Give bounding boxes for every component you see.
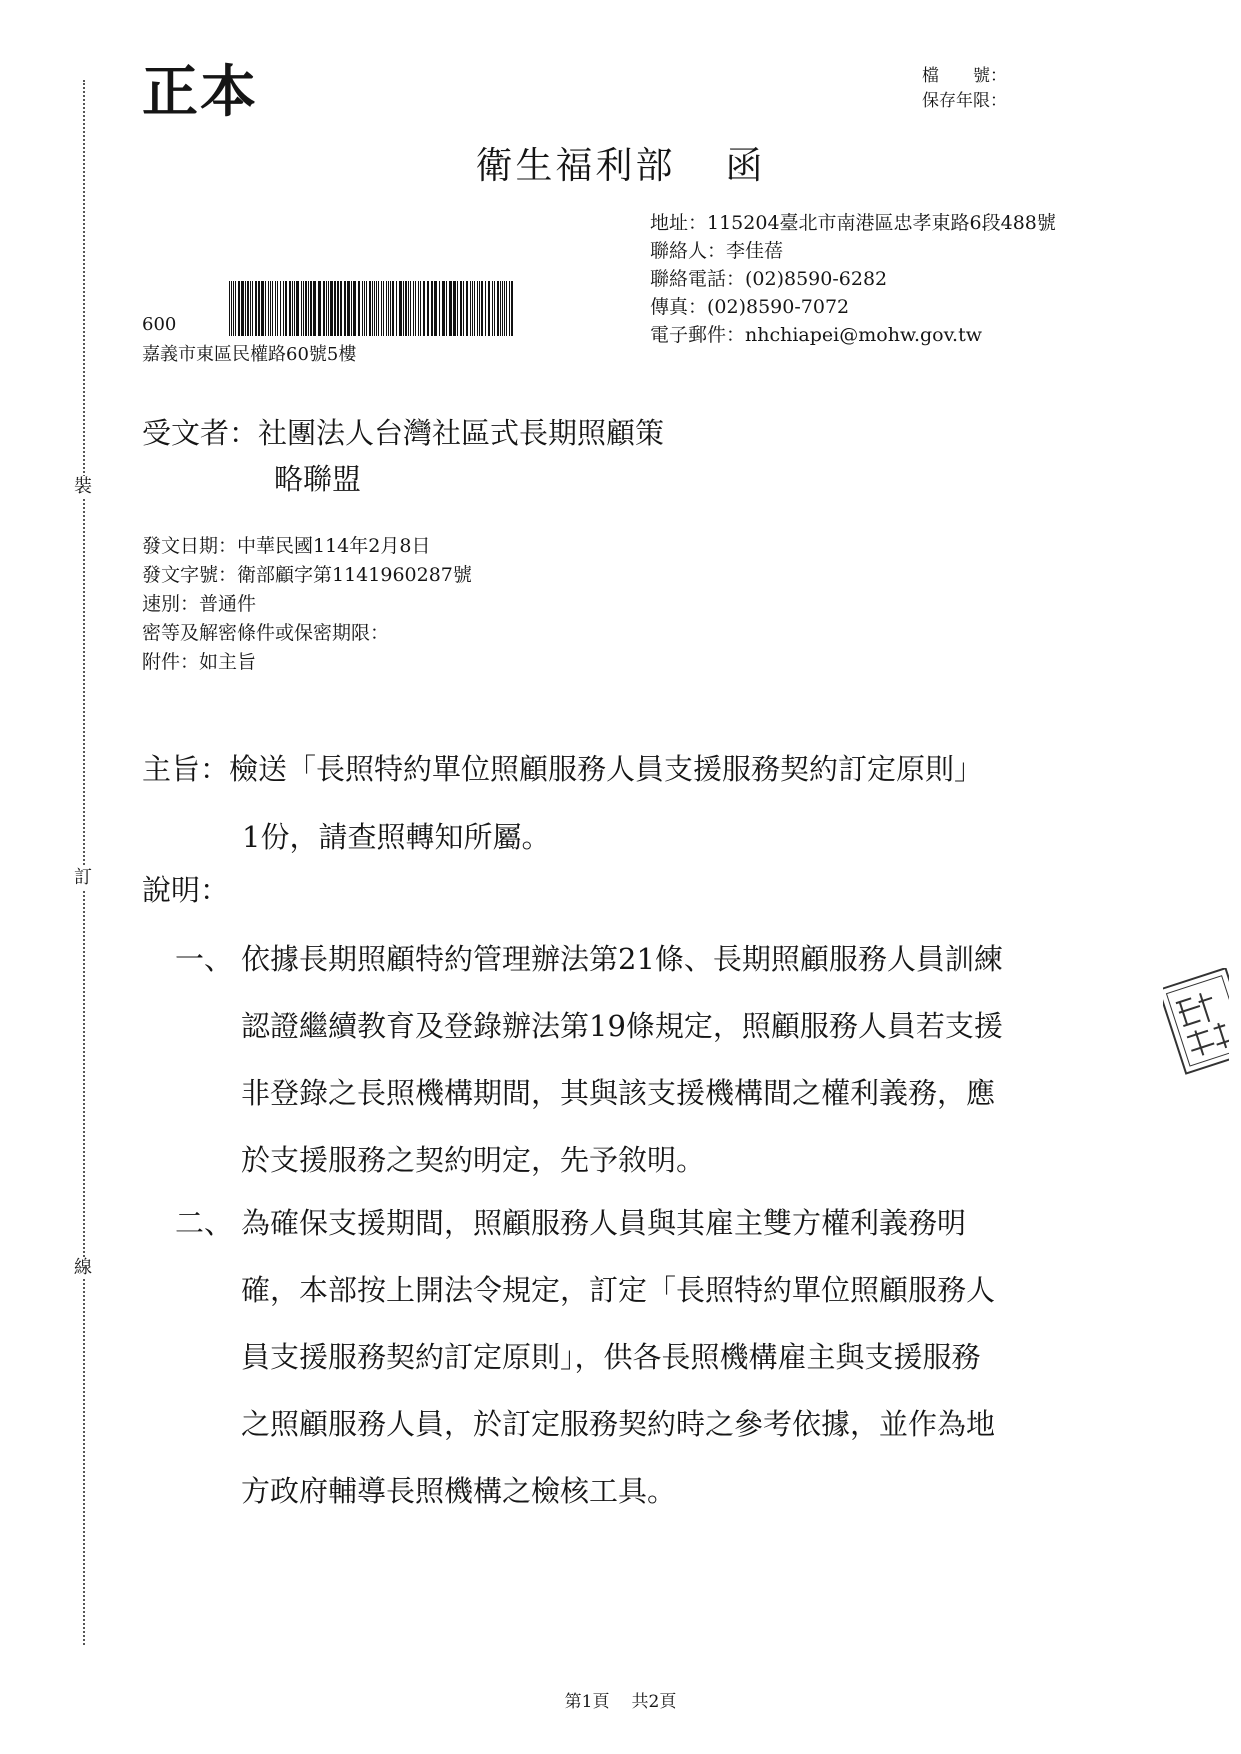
item-line: 確，本部按上開法令規定，訂定「長照特約單位照顧服務人 — [241, 1273, 996, 1307]
document-meta — [142, 532, 472, 677]
subject — [142, 735, 983, 871]
item-line: 為確保支援期間，照顧服務人員與其雇主雙方權利義務明 — [241, 1206, 967, 1240]
page-total: 共2頁 — [631, 1692, 677, 1712]
attachment-info: 附件：如主旨 — [142, 651, 257, 673]
item-line: 非登錄之長照機構期間，其與該支援機構間之權利義務，應 — [241, 1076, 996, 1110]
contact-email: 電子郵件：nhchiapei@mohw.gov.tw — [650, 324, 982, 346]
item-text — [241, 1190, 1111, 1525]
binding-char-bottom: 線 — [74, 1257, 92, 1278]
item-line: 依據長期照顧特約管理辦法第21條、長期照顧服務人員訓練 — [241, 942, 1003, 976]
document-title — [0, 143, 1241, 189]
page-number: 第1頁 — [564, 1692, 610, 1712]
item-line: 之照顧服務人員，於訂定服務契約時之參考依據，並作為地 — [241, 1407, 996, 1441]
item-line: 於支援服務之契約明定，先予敘明。 — [241, 1143, 706, 1177]
agency-name: 衛生福利部 — [475, 144, 676, 187]
description-item-2 — [175, 1190, 1111, 1525]
recipient-line-1: 受文者：社團法人台灣社區式長期照顧策 — [142, 416, 665, 450]
item-line: 認證繼續教育及登錄辦法第19條規定，照顧服務人員若支援 — [241, 1009, 1003, 1043]
barcode — [229, 281, 515, 336]
subject-line-1: 主旨：檢送「長照特約單位照顧服務人員支援服務契約訂定原則」 — [142, 752, 984, 786]
page-indicator — [0, 1691, 1241, 1713]
item-number: 二、 — [175, 1206, 234, 1240]
recipient-line-2: 略聯盟 — [274, 462, 362, 496]
mailing-zip: 600 — [142, 314, 177, 335]
item-text — [241, 926, 1111, 1194]
issue-number: 發文字號：衛部顧字第1141960287號 — [142, 564, 472, 586]
mailing-address: 嘉義市東區民權路60號5樓 — [142, 344, 357, 365]
binding-char-top: 裝 — [74, 476, 92, 497]
file-number-label: 檔 號： — [922, 66, 1007, 86]
security-level: 密等及解密條件或保密期限： — [142, 622, 390, 644]
archive-info — [922, 64, 1042, 114]
original-copy-stamp: 正本 — [142, 59, 258, 125]
retention-label: 保存年限： — [922, 91, 1007, 111]
contact-phone: 聯絡電話：(02)8590-6282 — [650, 268, 888, 290]
item-number: 一、 — [175, 942, 234, 976]
item-line: 員支援服務契約訂定原則」，供各長照機構雇主與支援服務 — [241, 1340, 981, 1374]
subject-line-2: 1份，請查照轉知所屬。 — [242, 820, 551, 854]
document-type: 函 — [725, 144, 766, 187]
contact-fax: 傳真：(02)8590-7072 — [650, 296, 850, 318]
binding-char-middle: 訂 — [74, 867, 92, 888]
delivery-speed: 速別：普通件 — [142, 593, 257, 615]
binding-line — [83, 80, 85, 1645]
description-item-1 — [175, 926, 1111, 1194]
recipient — [142, 410, 664, 502]
seal-stamp-graphic — [1163, 968, 1229, 1078]
contact-block — [650, 209, 1056, 349]
item-line: 方政府輔導長照機構之檢核工具。 — [241, 1474, 677, 1508]
contact-person: 聯絡人：李佳蓓 — [650, 240, 784, 262]
contact-address: 地址：115204臺北市南港區忠孝東路6段488號 — [650, 212, 1056, 234]
issue-date: 發文日期：中華民國114年2月8日 — [142, 535, 431, 557]
description-heading: 說明： — [142, 873, 230, 907]
